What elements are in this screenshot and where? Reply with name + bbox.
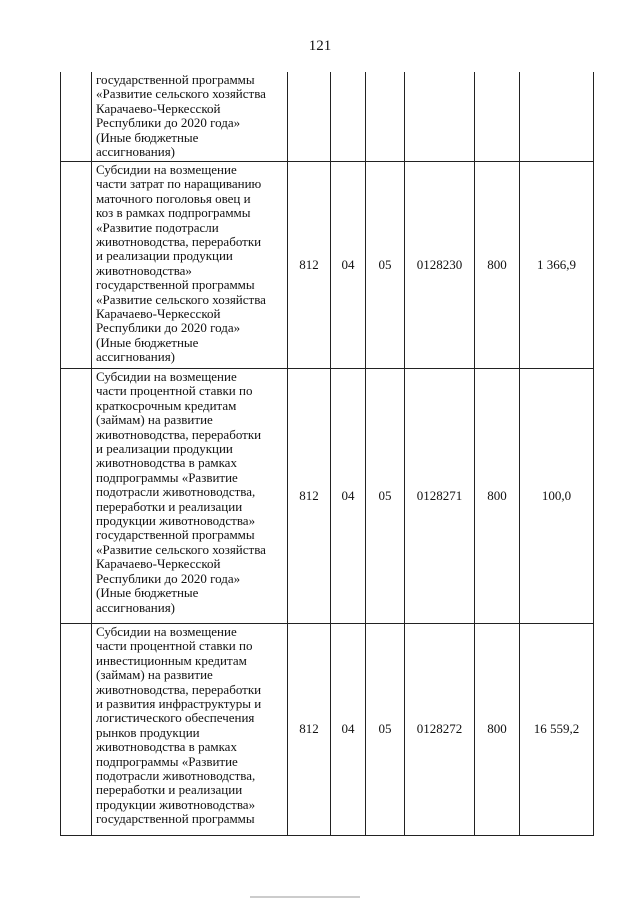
expense-name-line: животноводства» [96, 262, 192, 278]
admin-code-cell: 812 [288, 624, 331, 836]
expense-name-line: государственной программы [96, 72, 255, 87]
section-code-cell: 04 [331, 624, 366, 836]
expense-name-line: Карачаево-Черкесской [96, 306, 221, 322]
expense-name-line: государственной программы [96, 277, 255, 293]
table-row [61, 624, 594, 836]
expense-name-line: (Иные бюджетные [96, 334, 199, 350]
expense-name-line: подотрасли животноводства, [96, 768, 256, 784]
admin-code-cell: 812 [288, 162, 331, 369]
expense-name-line: продукции животноводства» [96, 796, 256, 812]
subsection-code-cell [366, 72, 405, 162]
expense-name-line: Субсидии на возмещение [96, 162, 237, 177]
section-code-cell: 04 [331, 369, 366, 624]
row-index-cell [61, 72, 92, 162]
expense-name-line: переработки и реализации [96, 782, 243, 798]
expense-type-cell: 800 [475, 369, 520, 624]
table-row [61, 162, 594, 369]
expense-name-line: маточного поголовья овец и [96, 190, 251, 206]
expense-name-line: Республики до 2020 года» [96, 115, 241, 131]
expense-name-cell [92, 369, 288, 624]
section-code-cell [331, 72, 366, 162]
expense-name-line: ассигнования) [96, 144, 176, 160]
expense-name-line: подпрограммы «Развитие [96, 469, 238, 485]
target-article-cell: 0128230 [405, 162, 475, 369]
expense-name-line: части затрат по наращиванию [96, 176, 262, 192]
expense-name-cell [92, 624, 288, 836]
expense-name-line: подпрограммы «Развитие [96, 753, 238, 769]
expense-name-line: части процентной ставки по [96, 383, 253, 399]
expense-name-line: и реализации продукции [96, 248, 233, 264]
table-row [61, 72, 594, 162]
target-article-cell [405, 72, 475, 162]
expense-name-line: ассигнования) [96, 599, 176, 615]
expense-name-line: (Иные бюджетные [96, 585, 199, 601]
subsection-code-cell: 05 [366, 369, 405, 624]
expense-name-line: ассигнования) [96, 349, 176, 365]
expense-name-line: государственной программы [96, 527, 255, 543]
expense-name-cell [92, 162, 288, 369]
subsection-code-cell: 05 [366, 624, 405, 836]
page-number: 121 [308, 38, 332, 54]
expense-name-line: Субсидии на возмещение [96, 624, 237, 639]
expense-name-line: животноводства в рамках [96, 455, 237, 471]
row-index-cell [61, 369, 92, 624]
expense-name-line: животноводства, переработки [96, 426, 262, 442]
expense-name-line: рынков продукции [96, 724, 200, 740]
expense-name-line: «Развитие сельского хозяйства [96, 541, 266, 557]
expense-name-line: (займам) на развитие [96, 667, 213, 683]
expense-name-line: Карачаево-Черкесской [96, 556, 221, 572]
budget-table [60, 72, 594, 836]
expense-name-line: коз в рамках подпрограммы [96, 205, 251, 221]
expense-name-line: подотрасли животноводства, [96, 484, 256, 500]
amount-cell: 16 559,2 [520, 624, 594, 836]
admin-code-cell: 812 [288, 369, 331, 624]
amount-cell: 1 366,9 [520, 162, 594, 369]
row-index-cell [61, 162, 92, 369]
expense-name-line: продукции животноводства» [96, 513, 256, 529]
expense-name-line: животноводства, переработки [96, 234, 262, 250]
amount-cell [520, 72, 594, 162]
expense-name-line: части процентной ставки по [96, 638, 253, 654]
expense-name-line: животноводства, переработки [96, 681, 262, 697]
budget-table-body [61, 72, 594, 836]
expense-name-line: «Развитие сельского хозяйства [96, 291, 266, 307]
expense-type-cell: 800 [475, 162, 520, 369]
expense-name-line: животноводства в рамках [96, 739, 237, 755]
expense-name-line: и реализации продукции [96, 441, 233, 457]
expense-name-cell [92, 72, 288, 162]
target-article-cell: 0128272 [405, 624, 475, 836]
expense-name-line: «Развитие подотрасли [96, 219, 219, 235]
section-code-cell: 04 [331, 162, 366, 369]
expense-name-line: логистического обеспечения [96, 710, 255, 726]
expense-name-line: Республики до 2020 года» [96, 570, 241, 586]
scan-artifact-line [250, 896, 360, 898]
expense-name-line: «Развитие сельского хозяйства [96, 86, 266, 102]
expense-name-line: государственной программы [96, 811, 255, 827]
expense-name-line: и развития инфраструктуры и [96, 696, 262, 712]
row-index-cell [61, 624, 92, 836]
subsection-code-cell: 05 [366, 162, 405, 369]
expense-name-line: Карачаево-Черкесской [96, 100, 221, 116]
table-row [61, 369, 594, 624]
expense-name-line: переработки и реализации [96, 498, 243, 514]
expense-name-line: инвестиционным кредитам [96, 652, 247, 668]
expense-name-line: (займам) на развитие [96, 412, 213, 428]
expense-type-cell [475, 72, 520, 162]
expense-type-cell: 800 [475, 624, 520, 836]
expense-name-line: (Иные бюджетные [96, 129, 199, 145]
expense-name-line: Субсидии на возмещение [96, 369, 237, 384]
admin-code-cell [288, 72, 331, 162]
target-article-cell: 0128271 [405, 369, 475, 624]
amount-cell: 100,0 [520, 369, 594, 624]
expense-name-line: Республики до 2020 года» [96, 320, 241, 336]
expense-name-line: краткосрочным кредитам [96, 397, 237, 413]
